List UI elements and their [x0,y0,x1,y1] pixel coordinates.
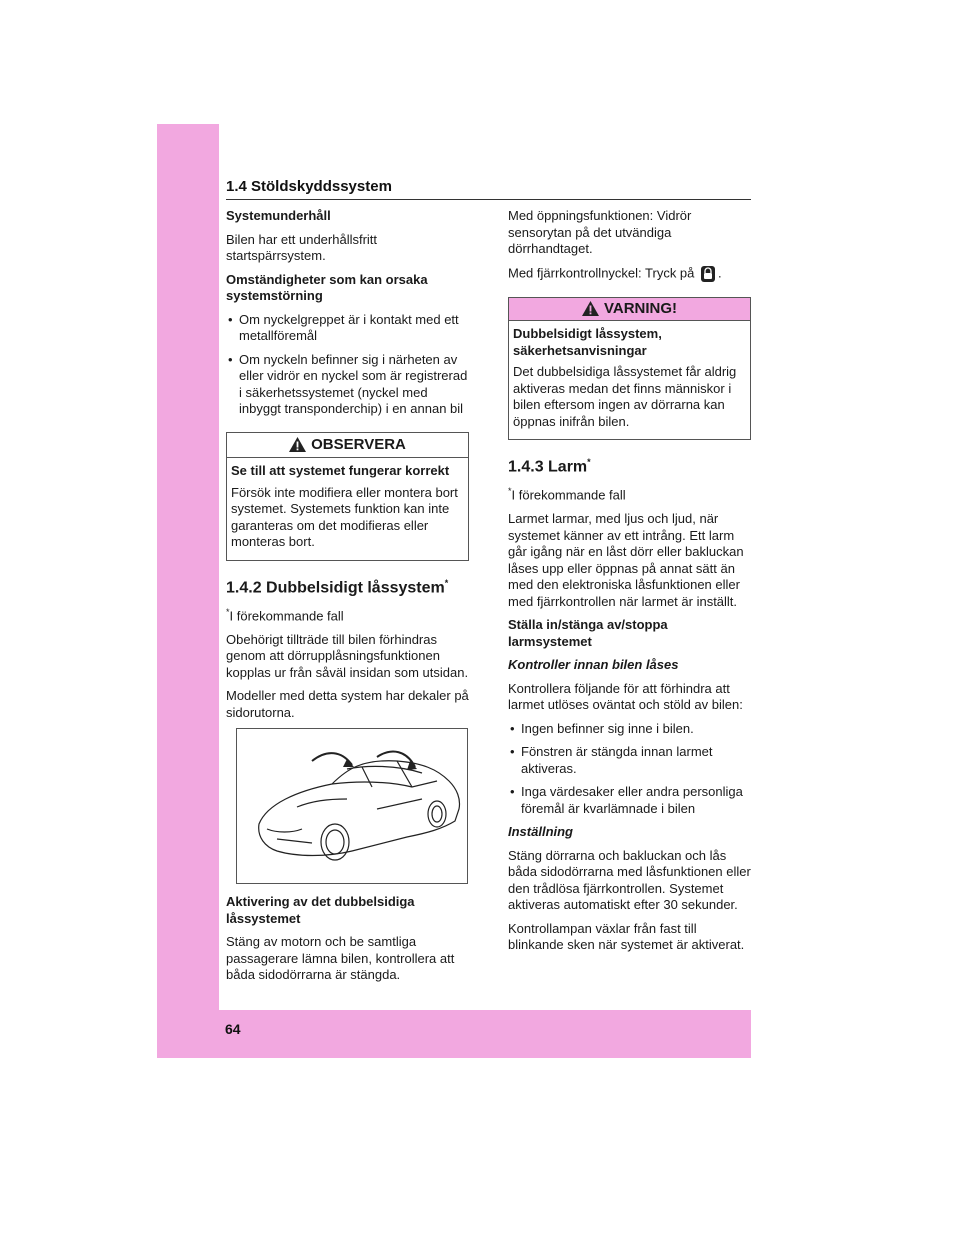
observe-subtitle: Se till att systemet fungerar korrekt [231,463,450,478]
paragraph-2: Modeller med detta system har dekaler på sidorutorna. [226,688,469,720]
remote-text: Med fjärrkontrollnyckel: Tryck på [508,264,695,280]
footnote-text: I förekommande fall [511,487,626,503]
observe-header [227,433,468,459]
circumstances-list [226,312,469,418]
warning-triangle-icon [582,301,599,316]
paragraph-check: Kontrollera följande för att förhindra att larmet utlöses oväntat och stöld av bilen: [508,680,743,713]
observe-text: Försök inte modifiera eller montera bort systemet. Systemets funktion kan inte garanteras om det modifieras eller monteras bort. [231,484,458,549]
observe-box [226,432,469,561]
observe-body [227,458,468,560]
heading-double-lock-text: 1.4.2 Dubbelsidigt låssystem [226,578,445,596]
page-side-band [157,124,219,1058]
list-item: • Ingen befinner sig inne i bilen. [508,721,751,738]
warning-header [509,298,750,322]
heading-maintenance: Systemunderhåll [226,208,331,223]
heading-check: Kontroller innan bilen låses [508,657,679,673]
list-item: • Om nyckeln befinner sig i närheten av eller vidrör en nyckel som är registrerad i säkerhetssystemet (nyckel med inbyggt transponderchip) i en annan bil [226,352,469,418]
list-item: • Fönstren är stängda innan larmet aktiveras. [508,744,751,777]
check-list [508,721,751,818]
heading-alarm-text: 1.4.3 Larm [508,458,588,476]
observe-title: OBSERVERA [311,435,406,453]
heading-setting: Inställning [508,824,573,840]
warning-subtitle: Dubbelsidigt låssystem, säkerhetsanvisningar [513,326,662,358]
paragraph-remote [508,265,751,283]
footnote-asterisk: * [226,606,230,617]
paragraph-3: Stäng av motorn och be samtliga passagerare lämna bilen, kontrollera att båda sidodörrarna är stängda. [226,934,455,983]
warning-triangle-icon [289,437,306,452]
paragraph-1: Obehörigt tillträde till bilen förhindras genom att dörrupplåsningsfunktionen kopplas ur från såväl insidan som utsidan. [226,631,469,680]
paragraph-maintenance: Bilen har ett underhållsfritt startspärrsystem. [226,231,378,263]
remote-text-end: . [718,264,722,280]
warning-body [509,321,750,439]
heading-asterisk: * [444,577,449,588]
paragraph-setting: Stäng dörrarna och bakluckan och lås båda sidodörrarna med låsfunktionen eller den trådlösa fjärrkontrollen. Systemet aktiveras automatiskt efter 30 sekunder. [508,847,751,913]
paragraph-opening: Med öppningsfunktionen: Vidrör sensorytan på det utvändiga dörrhandtaget. [508,208,692,256]
car-illustration [236,728,468,884]
footnote [508,483,751,504]
page-footer-band [219,1010,751,1058]
heading-set-alarm: Ställa in/stänga av/stoppa larmsystemet [508,617,668,649]
paragraph-alarm: Larmet larmar, med ljus och ljud, när systemet känner av ett intrång. Ett larm går igång när en låst dörr eller bakluckan låses upp eller öppnas på annat sätt än med den elektroniska låsfunktionen eller med fjärrkontrollen när larmet är inställt. [508,511,744,609]
list-item: • Inga värdesaker eller andra personliga föremål är kvarlämnade i bilen [508,784,751,817]
heading-double-lock [226,573,469,598]
footnote [226,604,469,625]
paragraph-indicator: Kontrollampan växlar från fast till blinkande sken när systemet är aktiverat. [508,920,745,953]
footnote-asterisk: * [508,486,512,497]
heading-activation: Aktivering av det dubbelsidiga låssystemet [226,894,415,926]
heading-circumstances: Omständigheter som kan orsaka systemstörning [226,271,428,303]
heading-alarm [508,452,751,477]
warning-text: Det dubbelsidiga låssystemet får aldrig aktiveras medan det finns människor i bilen eftersom ingen av dörrarna kan öppnas inifrån bilen. [513,364,737,429]
left-column [226,208,469,991]
footnote-text: I förekommande fall [229,608,344,624]
lock-icon [700,265,716,283]
header-rule [226,199,751,200]
page-number: 64 [225,1021,241,1037]
heading-asterisk: * [587,457,591,467]
section-header: 1.4 Stöldskyddssystem [226,178,392,195]
right-column [508,208,751,961]
list-item: • Om nyckelgreppet är i kontakt med ett metallföremål [226,312,469,345]
warning-box [508,297,751,441]
warning-title: VARNING! [603,299,678,317]
car-image [237,729,465,881]
